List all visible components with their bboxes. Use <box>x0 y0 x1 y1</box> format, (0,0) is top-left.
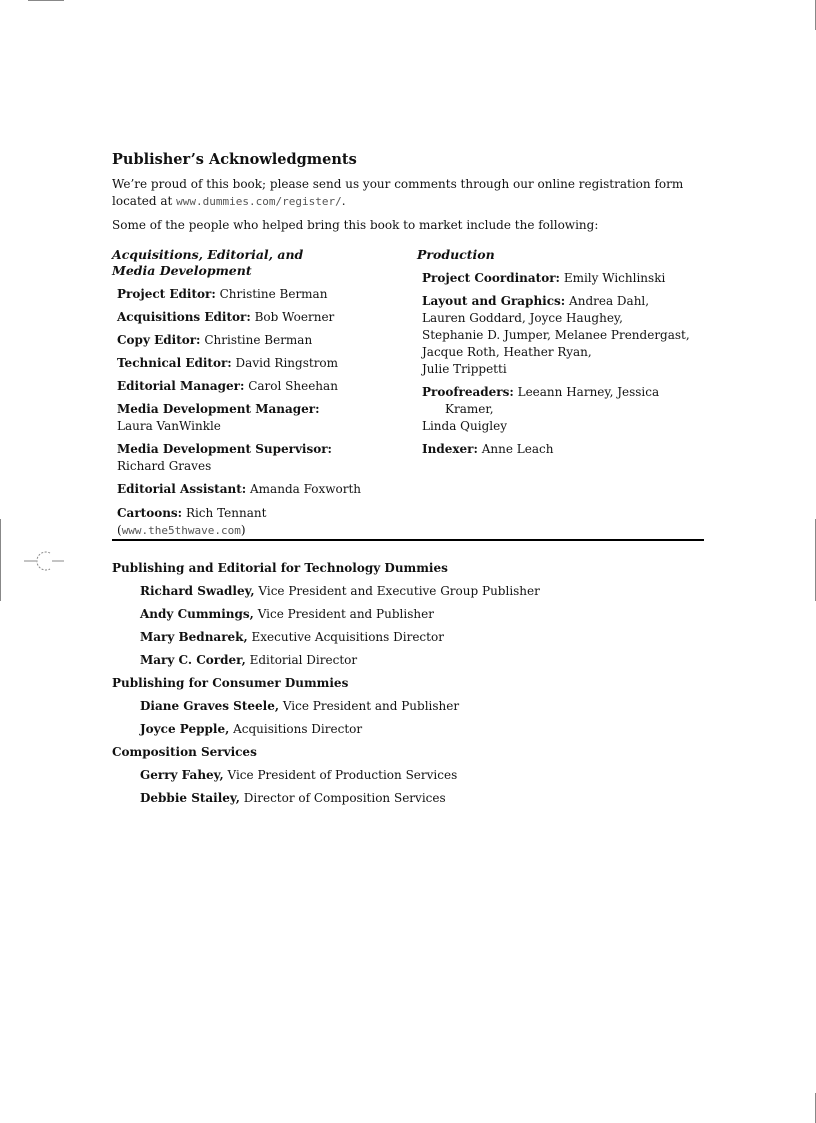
credit-name: Rich Tennant <box>185 506 267 520</box>
registration-mark-icon <box>22 549 66 573</box>
staff-title: Vice President and Publisher <box>282 699 460 713</box>
credit-entry <box>117 481 382 498</box>
credit-name: Emily Wichlinski <box>563 271 666 285</box>
credit-name: Christine Berman <box>219 287 328 301</box>
paren-open: ( <box>117 523 122 537</box>
credit-entry <box>422 293 707 378</box>
section-heading: Publishing for Consumer Dummies <box>112 676 349 690</box>
staff-name: Gerry Fahey, <box>140 768 224 782</box>
credit-name: Leeann Harney, Jessica Kramer, <box>445 385 660 416</box>
credit-name-continued: Linda Quigley <box>422 419 507 433</box>
crop-mark-top-left <box>28 0 64 1</box>
credit-name: Anne Leach <box>481 442 554 456</box>
production-heading: Production <box>417 247 495 262</box>
staff-entry <box>140 629 704 646</box>
credit-name: Richard Graves <box>117 459 212 473</box>
staff-name: Mary Bednarek, <box>140 630 248 644</box>
staff-title: Vice President and Publisher <box>257 607 434 621</box>
registration-url: www.dummies.com/register/ <box>176 195 342 208</box>
credit-entry <box>422 441 707 458</box>
editorial-heading-line-1: Acquisitions, Editorial, and <box>112 247 304 262</box>
staff-entry <box>140 698 704 715</box>
staff-entry <box>140 790 704 807</box>
section-divider <box>112 539 704 541</box>
staff-title: Executive Acquisitions Director <box>251 630 444 644</box>
credit-role: Layout and Graphics: <box>422 294 566 308</box>
page-title: Publisher’s Acknowledgments <box>112 151 357 168</box>
staff-entry <box>140 583 704 600</box>
credit-role: Technical Editor: <box>117 356 232 370</box>
paren-close: ) <box>240 523 246 537</box>
credit-name: Laura VanWinkle <box>117 419 221 433</box>
credit-entry <box>117 286 382 303</box>
credit-entry <box>422 270 707 287</box>
credit-role: Project Coordinator: <box>422 271 560 285</box>
staff-title: Acquisitions Director <box>233 722 363 736</box>
credit-role: Copy Editor: <box>117 333 201 347</box>
intro-paragraph <box>112 176 704 210</box>
credit-name-continued: Stephanie D. Jumper, Melanee Prendergast, <box>422 328 690 342</box>
cartoon-url: www.the5thwave.com <box>121 524 241 537</box>
credit-entry <box>117 355 382 372</box>
credit-name: Christine Berman <box>204 333 313 347</box>
staff-entry <box>140 652 704 669</box>
credit-role: Editorial Assistant: <box>117 482 247 496</box>
credit-role: Media Development Supervisor: <box>117 442 332 456</box>
editorial-heading-line-2: Media Development <box>112 263 252 278</box>
credit-entry <box>422 384 707 435</box>
credit-name: Bob Woerner <box>254 310 335 324</box>
credit-role: Media Development Manager: <box>117 402 320 416</box>
credit-entry <box>117 441 382 475</box>
credit-role: Indexer: <box>422 442 478 456</box>
section-heading: Publishing and Editorial for Technology Dummies <box>112 561 448 575</box>
editorial-heading <box>112 247 382 279</box>
staff-title: Vice President of Production Services <box>227 768 458 782</box>
credit-name: Amanda Foxworth <box>250 482 362 496</box>
staff-name: Joyce Pepple, <box>140 722 230 736</box>
credit-role: Cartoons: <box>117 506 183 520</box>
section-heading: Composition Services <box>112 745 257 759</box>
intro-paragraph-2: Some of the people who helped bring this book to market include the following: <box>112 218 599 232</box>
staff-title: Vice President and Executive Group Publisher <box>258 584 540 598</box>
credit-role: Proofreaders: <box>422 385 514 399</box>
credit-name: Andrea Dahl, <box>569 294 650 308</box>
staff-name: Richard Swadley, <box>140 584 255 598</box>
credits-columns <box>112 247 704 539</box>
staff-name: Debbie Stailey, <box>140 791 240 805</box>
credit-role: Project Editor: <box>117 287 216 301</box>
staff-name: Andy Cummings, <box>140 607 254 621</box>
staff-entry <box>140 606 704 623</box>
credit-name: David Ringstrom <box>235 356 339 370</box>
credit-name-continued: Julie Trippetti <box>422 362 507 376</box>
staff-title: Director of Composition Services <box>243 791 446 805</box>
cartoon-url-line <box>117 522 382 539</box>
editorial-column <box>112 247 382 539</box>
intro-period: . <box>341 194 346 208</box>
acknowledgments-page <box>112 151 704 807</box>
credit-name-continued: Jacque Roth, Heather Ryan, <box>422 345 592 359</box>
credit-entry <box>117 505 382 539</box>
staff-name: Mary C. Corder, <box>140 653 246 667</box>
credit-role: Acquisitions Editor: <box>117 310 251 324</box>
staff-name: Diane Graves Steele, <box>140 699 280 713</box>
credit-entry <box>117 332 382 349</box>
staff-entry <box>140 721 704 738</box>
crop-mark-left-vertical <box>0 519 1 601</box>
credit-name: Carol Sheehan <box>248 379 338 393</box>
credit-name-continued: Lauren Goddard, Joyce Haughey, <box>422 311 623 325</box>
credit-role: Editorial Manager: <box>117 379 245 393</box>
credit-entry <box>117 309 382 326</box>
credit-entry <box>117 401 382 435</box>
credit-entry <box>117 378 382 395</box>
staff-title: Editorial Director <box>249 653 358 667</box>
production-column <box>417 247 707 458</box>
intro-text: We’re proud of this book; please send us your comments through our online registration form located at <box>112 177 684 208</box>
publishing-technology-section <box>112 560 704 807</box>
staff-entry <box>140 767 704 784</box>
